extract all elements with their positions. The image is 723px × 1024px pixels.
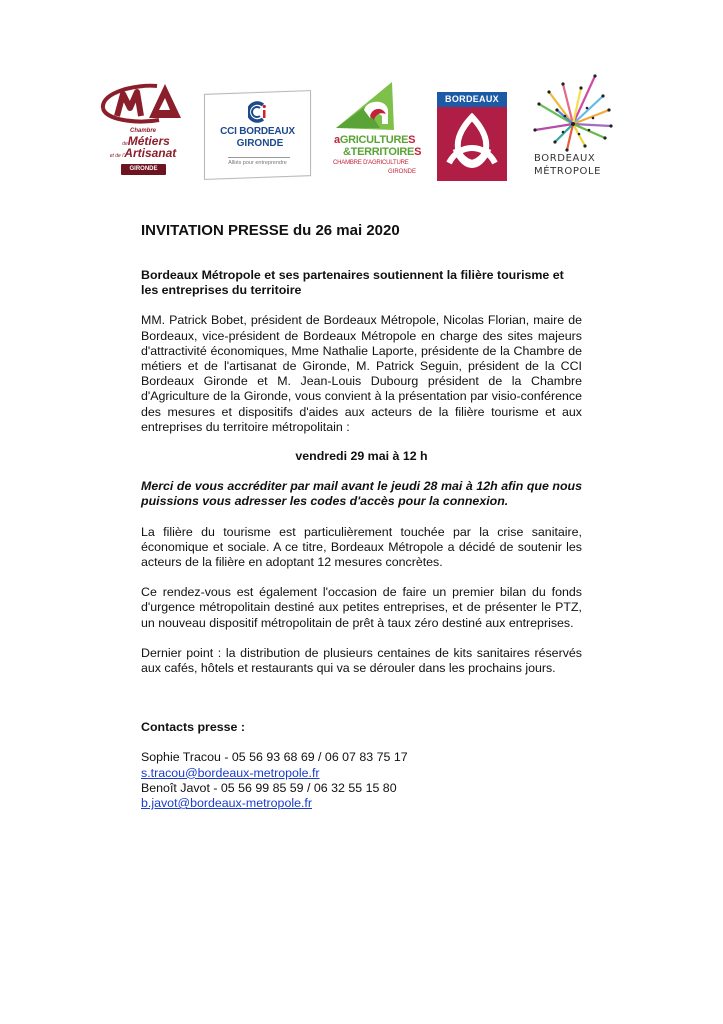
tourism-paragraph: La filière du tourisme est particulièrement touchée par la crise sanitaire, économique et sociale. A ce titre, Bordeaux Métropole a décidé de soutenir les acteurs de la filière en adoptant 12 mesures concrètes. <box>141 524 582 570</box>
cma-line3-text: Artisanat <box>124 146 177 160</box>
cci-tagline: Alliés pour entreprendre <box>228 160 287 166</box>
contact-email-link[interactable]: s.tracou@bordeaux-metropole.fr <box>141 765 320 780</box>
agri-line1 <box>334 134 415 146</box>
agri-line2-end: S <box>414 146 422 158</box>
document-body <box>141 222 582 811</box>
agri-line4: GIRONDE <box>388 169 417 175</box>
page-title: INVITATION PRESSE du 26 mai 2020 <box>141 222 400 239</box>
contacts-heading: Contacts presse : <box>141 720 245 735</box>
agri-line3: CHAMBRE D'AGRICULTURE <box>333 160 409 166</box>
bordeaux-header: BORDEAUX <box>437 92 507 107</box>
contacts-list <box>141 750 582 811</box>
cma-logo <box>97 80 189 180</box>
agriculture-emblem-icon <box>330 80 425 134</box>
cma-line3 <box>97 146 189 160</box>
agricultures-territoires-logo <box>330 80 425 185</box>
cci-bordeaux-gironde-logo <box>204 92 311 178</box>
bordeaux-triquetra-icon <box>445 113 499 173</box>
cci-line2: GIRONDE <box>236 138 284 149</box>
cma-gironde-badge: GIRONDE <box>121 164 166 175</box>
event-date: vendredi 29 mai à 12 h <box>295 449 428 464</box>
cma-line2-text: Métiers <box>127 134 170 148</box>
agri-line2-text: &TERRITOIRE <box>343 146 415 158</box>
bm-line1: BORDEAUX <box>534 153 596 164</box>
cma-emblem-icon <box>97 80 189 128</box>
bordeaux-city-logo <box>437 92 507 181</box>
accreditation-notice: Merci de vous accréditer par mail avant le jeudi 28 mai à 12h afin que nous puissions vous adresser les codes d'accès pour la connexion. <box>141 479 582 509</box>
agri-accent-a: a <box>334 134 340 146</box>
cma-line2-prefix: de <box>122 141 128 147</box>
bm-line2: MÉTROPOLE <box>534 166 602 177</box>
contact-email-link[interactable]: b.javot@bordeaux-metropole.fr <box>141 796 312 811</box>
contact-line: Sophie Tracou - 05 56 93 68 69 / 06 07 83 75 17 <box>141 750 408 765</box>
document-subtitle: Bordeaux Métropole et ses partenaires soutiennent la filière tourisme et les entreprises du territoire <box>141 268 564 298</box>
agri-line2 <box>343 146 421 158</box>
bordeaux-metropole-starburst-icon <box>527 70 615 152</box>
partner-logos-strip <box>0 0 723 200</box>
cma-line1: Chambre <box>129 128 156 134</box>
agri-line1-end: S <box>408 134 416 146</box>
contact-line: Benoît Javot - 05 56 99 85 59 / 06 32 55 15 80 <box>141 780 397 795</box>
intro-paragraph: MM. Patrick Bobet, président de Bordeaux Métropole, Nicolas Florian, maire de Bordeaux, vice-président de Bordeaux Métropole en charge des sites majeurs d'attractivité économiques, Mme Nathalie Laporte, présidente de la Chambre de métiers et de l'artisanat de Gironde, M. Patrick Seguin, président de la CCI Bordeaux Gironde et M. Jean-Louis Dubourg président de la Chambre d'Agriculture de la Gironde, vous convient à la présentation par visio-conférence des mesures et dispositifs d'aides aux acteurs de la filière tourisme et aux entreprises du territoire métropolitain : <box>141 313 582 434</box>
sanitary-kits-paragraph: Dernier point : la distribution de plusieurs centaines de kits sanitaires réservés aux cafés, hôtels et restaurants qui va se dérouler dans les prochains jours. <box>141 645 582 676</box>
cci-line1: CCI BORDEAUX <box>220 126 295 137</box>
cma-line3-prefix: et de l' <box>109 153 125 159</box>
bordeaux-metropole-logo <box>527 70 615 185</box>
ptz-paragraph: Ce rendez-vous est également l'occasion de faire un premier bilan du fonds d'urgence métropolitain destiné aux petites entreprises, et de présenter le PTZ, un nouveau dispositif métropolitain de prêt à taux zéro destiné aux entreprises. <box>141 585 582 630</box>
cci-building-illustration <box>228 153 290 158</box>
agri-line1-text: GRICULTURE <box>339 134 409 146</box>
cci-emblem-icon <box>248 100 268 124</box>
